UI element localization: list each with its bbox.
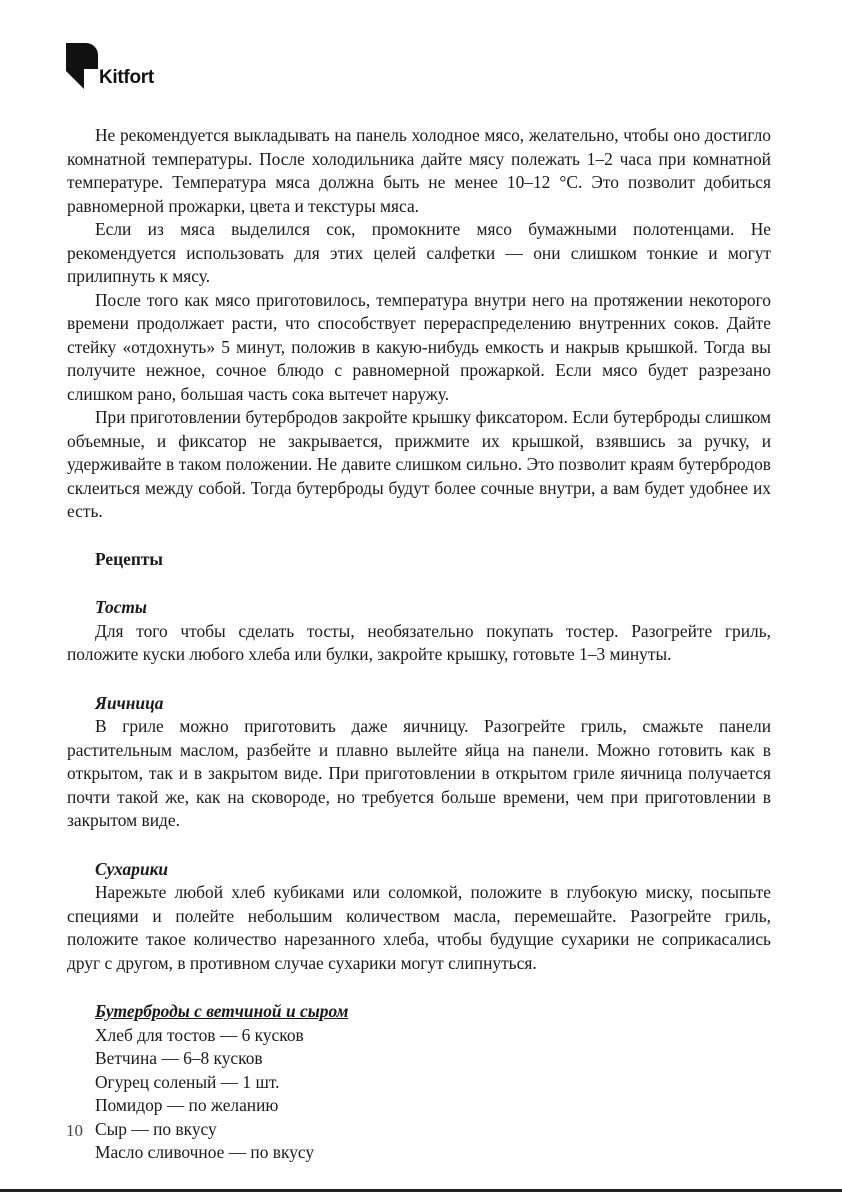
ingredient-item: Сыр — по вкусу (95, 1118, 217, 1139)
intro-paragraph-4: При приготовлении бутербродов закройте крышку фиксатором. Если бутерброды слишком объемные, и фиксатор не закрывается, прижмите их крышкой, взявшись за ручку, и удерживайте в таком положении. Не давите слишком сильно. Это позволит краям бутербродов склеиться между собой. Тогда бутерброды будут более сочные внутри, а вам будет удобнее их есть. (67, 407, 771, 521)
kitfort-logo-icon (66, 43, 98, 89)
toasts-title: Тосты (95, 597, 148, 617)
croutons-title: Сухарики (95, 858, 169, 879)
ingredient-item: Масло сливочное — по вкусу (95, 1142, 315, 1162)
intro-paragraph-3: После того как мясо приготовилось, температура внутри него на протяжении некоторого времени продолжает расти, что способствует перераспределению внутренних соков. Дайте стейку «отдохнуть» 5 минут, положив в какую-нибудь емкость и накрыв крышкой. Тогда вы получите нежное, сочное блюдо с равномерной прожаркой. Если мясо будет разрезано слишком рано, большая часть сока вытечет наружу. (67, 289, 771, 404)
page-number: 10 (66, 1121, 83, 1140)
ingredient-item: Ветчина — 6–8 кусков (95, 1048, 263, 1068)
brand-logo (66, 43, 154, 89)
bottom-rule (0, 1189, 842, 1192)
recipes-heading: Рецепты (95, 548, 163, 569)
croutons-text: Нарежьте любой хлеб кубиками или соломкой, положите в глубокую миску, посыпьте специями и полейте небольшим количеством масла, перемешайте. Разогрейте гриль, положите такое количество нарезанного хлеба, чтобы будущие сухарики не соприкасались друг с другом, в противном случае сухарики могут слипнуться. (67, 882, 771, 973)
page-content (67, 124, 771, 1165)
ingredient-list (67, 1024, 771, 1165)
ingredient-item: Хлеб для тостов — 6 кусков (95, 1024, 304, 1045)
eggs-text: В гриле можно приготовить даже яичницу. Разогрейте гриль, смажьте панели растительным маслом, разбейте и плавно вылейте яйца на панели. Можно готовить как в открытом, так и в закрытом виде. При приготовлении в открытом гриле яичница получается почти такой же, как на сковороде, но требуется больше времени, чем при приготовлении в закрытом виде. (67, 716, 771, 830)
brand-name: Kitfort (99, 67, 154, 88)
intro-paragraph-2: Если из мяса выделился сок, промокните мясо бумажными полотенцами. Не рекомендуется использовать для этих целей салфетки — они слишком тонкие и могут прилипнуть к мясу. (67, 219, 771, 286)
toasts-text: Для того чтобы сделать тосты, необязательно покупать тостер. Разогрейте гриль, положите куски любого хлеба или булки, закройте крышку, готовьте 1–3 минуты. (67, 620, 771, 664)
ingredient-item: Помидор — по желанию (95, 1095, 279, 1115)
eggs-title: Яичница (95, 692, 164, 713)
intro-paragraph-1: Не рекомендуется выкладывать на панель холодное мясо, желательно, чтобы оно достигло комнатной температуры. После холодильника дайте мясу полежать 1–2 часа при комнатной температуре. Температура мяса должна быть не менее 10–12 °C. Это позволит добиться равномерной прожарки, цвета и текстуры мяса. (67, 125, 771, 216)
sandwiches-title: Бутерброды с ветчиной и сыром (95, 1001, 349, 1021)
ingredient-item: Огурец соленый — 1 шт. (95, 1071, 280, 1092)
